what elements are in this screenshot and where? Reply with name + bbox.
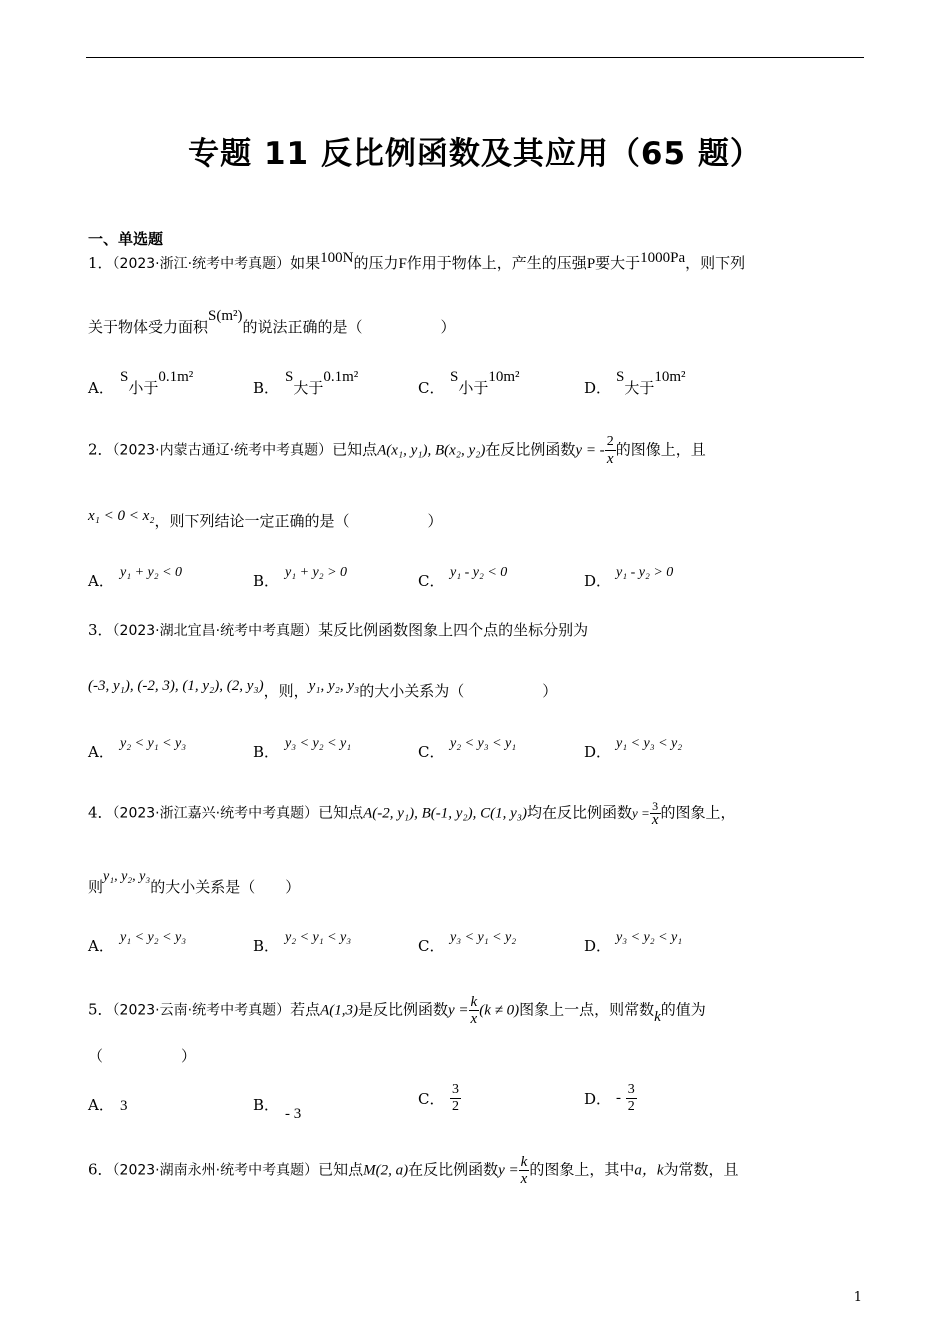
question-1-line-1: 1．（2023·浙江·统考中考真题）如果100N的压力F作用于物体上，产生的压强P要大于1000Pa，则下列: [88, 250, 746, 272]
question-2-line-1: 2．（2023·内蒙古通辽·统考中考真题）已知点A(x₁, y₁), B(x₂, y₂)在反比例函数y = - $\frac{2}{x}$ 的图像上，且: [88, 434, 706, 467]
fraction: $\frac{3}{2}$: [452, 1082, 459, 1114]
q2-option-a[interactable]: A． y₁ + y₂ < 0: [88, 565, 183, 590]
q3-option-c[interactable]: C． y₂ < y₃ < y₁: [418, 736, 517, 761]
fraction: $\frac{3}{x}$: [651, 799, 659, 828]
q3-option-b[interactable]: B． y₃ < y₂ < y₁: [253, 736, 352, 761]
question-6-line-1: 6．（2023·湖南永州·统考中考真题）已知点M(2, a)在反比例函数y = $\frac{k}{x}$ 的图象上，其中a，k为常数，且: [88, 1154, 739, 1187]
q2-option-c[interactable]: C． y₁ - y₂ < 0: [418, 565, 508, 590]
q1-option-b[interactable]: B．S大于0.1m²: [253, 369, 359, 397]
fraction: $\frac{2}{x}$: [606, 434, 614, 467]
question-3-line-1: 3．（2023·湖北宜昌·统考中考真题）某反比例函数图象上四个点的坐标分别为: [88, 621, 589, 639]
fraction: $\frac{k}{x}$: [470, 994, 478, 1027]
q4-option-a[interactable]: A． y₁ < y₂ < y₃: [88, 930, 187, 955]
q4-option-b[interactable]: B． y₂ < y₁ < y₃: [253, 930, 352, 955]
page-number: 1: [853, 1290, 862, 1305]
fraction: $\frac{3}{2}$: [627, 1082, 635, 1114]
question-5-line-1: 5．（2023·云南·统考中考真题）若点A(1,3)是反比例函数y = $\frac{k}{x}$ (k ≠ 0)图象上一点，则常数k的值为: [88, 994, 706, 1027]
q5-option-b[interactable]: B． - 3: [253, 1096, 302, 1122]
q5-option-c[interactable]: C． $\frac{3}{2}$: [418, 1082, 459, 1114]
section-heading: 一、单选题: [88, 230, 164, 248]
header-rule: [86, 57, 864, 58]
q1-option-c[interactable]: C．S小于10m²: [418, 369, 520, 397]
page-title: 专题 11 反比例函数及其应用（65 题）: [188, 136, 762, 172]
question-1-line-2: 关于物体受力面积S(m²)的说法正确的是（ ）: [88, 308, 456, 336]
q4-option-c[interactable]: C． y₃ < y₁ < y₂: [418, 930, 517, 955]
fraction: $\frac{k}{x}$: [520, 1154, 528, 1187]
q4-option-d[interactable]: D． y₃ < y₂ < y₁: [584, 930, 683, 955]
question-5-line-2: （ ）: [88, 1047, 197, 1065]
question-2-line-2: x₁ < 0 < x₂，则下列结论一定正确的是（ ）: [88, 508, 443, 530]
question-4-line-2: 则y₁, y₂, y₃的大小关系是（ ）: [88, 869, 301, 896]
q3-option-d[interactable]: D． y₁ < y₃ < y₂: [584, 736, 683, 761]
q1-option-a[interactable]: A．S小于0.1m²: [88, 369, 194, 397]
q3-option-a[interactable]: A． y₂ < y₁ < y₃: [88, 736, 187, 761]
q1-option-d[interactable]: D．S大于10m²: [584, 369, 686, 397]
q5-option-d[interactable]: D． - $\frac{3}{2}$: [584, 1082, 635, 1114]
q5-option-a[interactable]: A． 3: [88, 1096, 128, 1114]
question-4-line-1: 4．（2023·浙江嘉兴·统考中考真题）已知点A(-2, y₁), B(-1, y₂), C(1, y₃)均在反比例函数y = $\frac{3}{x}$ 的图象上，: [88, 799, 736, 828]
q2-option-b[interactable]: B． y₁ + y₂ > 0: [253, 565, 348, 590]
q2-option-d[interactable]: D． y₁ - y₂ > 0: [584, 565, 674, 590]
question-3-line-2: (-3, y₁), (-2, 3), (1, y₂), (2, y₃)，则，y₁, y₂, y₃的大小关系为（ ）: [88, 678, 558, 700]
